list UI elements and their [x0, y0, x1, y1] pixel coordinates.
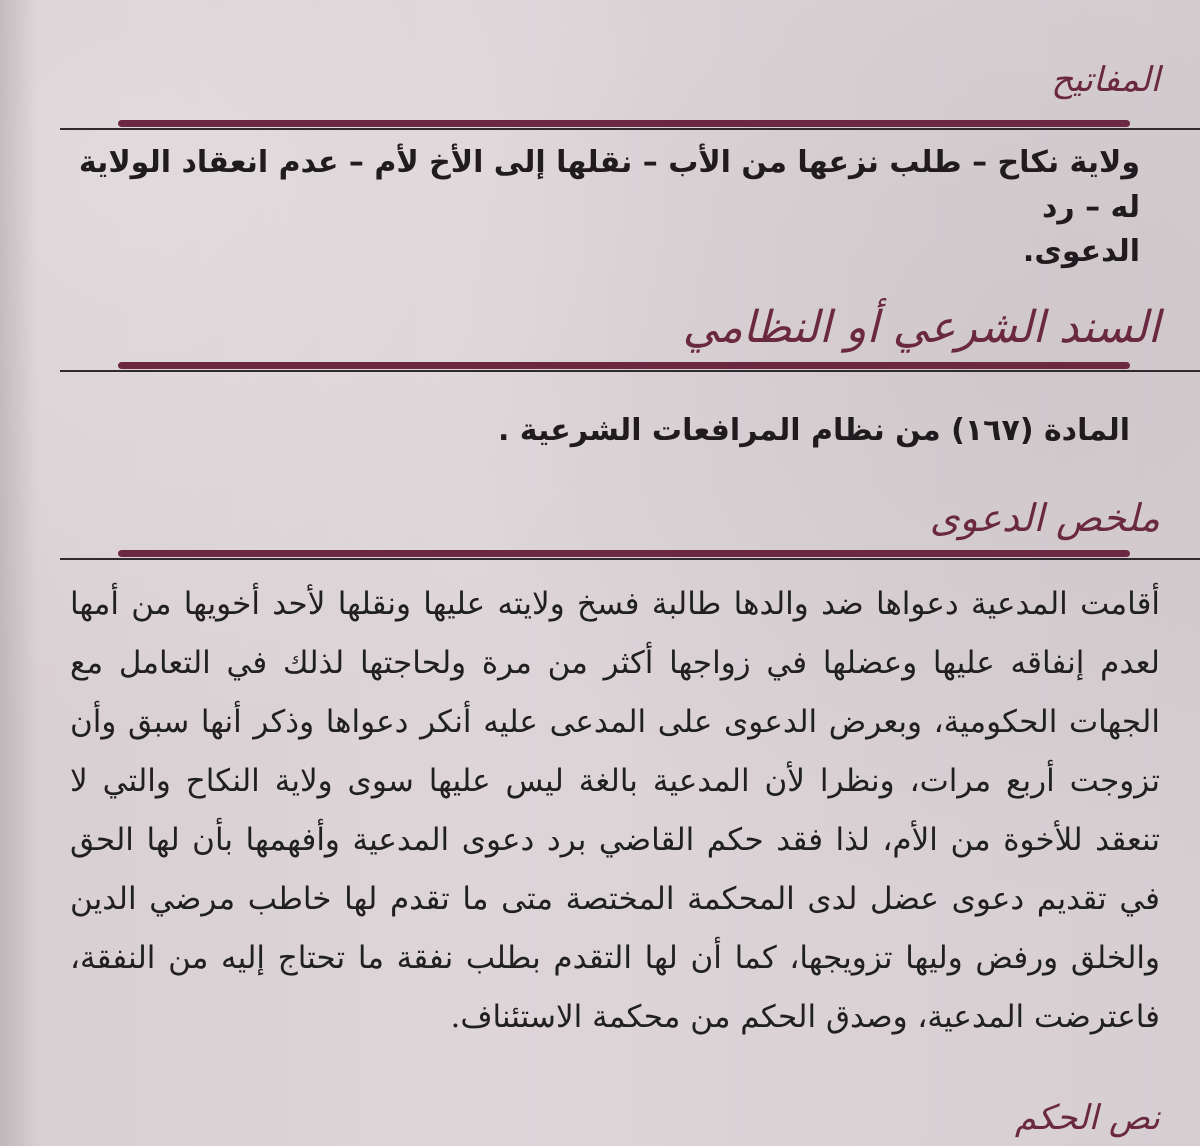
- case-summary-body: [70, 575, 1160, 1047]
- section-divider-legal-basis: [60, 360, 1200, 378]
- case-summary-heading: ملخص الدعوى: [929, 496, 1160, 540]
- case-summary-paragraph: أقامت المدعية دعواها ضد والدها طالبة فسخ ولايته عليها ونقلها لأحد أخويها من أمها لعدم إنفاقه عليها وعضلها في زواجها أكثر من مرة ولحاجتها لذلك في التعامل مع الجهات الحكومية، وبعرض الدعوى على المدعى عليه أنكر دعواها وذكر أنها سبق وأن تزوجت أربع مرات، ونظرا لأن المدعية بالغة ليس عليها سوى ولاية النكاح والتي لا تنعقد للأخوة من الأم، لذا فقد حكم القاضي برد دعوى المدعية وأفهمها بأن لها الحق في تقديم دعوى عضل لدى المحكمة المختصة متى ما تقدم لها خاطب مرضي الدين والخلق ورفض وليها تزويجها، كما أن لها التقدم بطلب نفقة ما تحتاج إليه من النفقة، فاعترضت المدعية، وصدق الحكم من محكمة الاستئناف.: [70, 586, 1160, 1035]
- section-divider-keywords: [60, 118, 1200, 136]
- section-divider-case-summary: [60, 548, 1200, 566]
- divider-thick-line: [118, 550, 1130, 557]
- keywords-heading: المفاتيح: [1051, 60, 1160, 100]
- divider-thick-line: [118, 120, 1130, 127]
- keywords-line-2: الدعوى.: [1022, 234, 1140, 269]
- page-binding-shadow: [0, 0, 38, 1146]
- divider-thin-line: [60, 370, 1200, 372]
- divider-thin-line: [60, 558, 1200, 560]
- ruling-text-heading: نص الحكم: [1014, 1098, 1160, 1138]
- divider-thin-line: [60, 128, 1200, 130]
- legal-basis-text: المادة (١٦٧) من نظام المرافعات الشرعية .: [497, 413, 1130, 448]
- legal-basis-heading: السند الشرعي أو النظامي: [682, 302, 1160, 353]
- keywords-line-1: ولاية نكاح – طلب نزعها من الأب – نقلها إلى الأخ لأم – عدم انعقاد الولاية له – رد: [78, 145, 1140, 225]
- divider-thick-line: [118, 362, 1130, 369]
